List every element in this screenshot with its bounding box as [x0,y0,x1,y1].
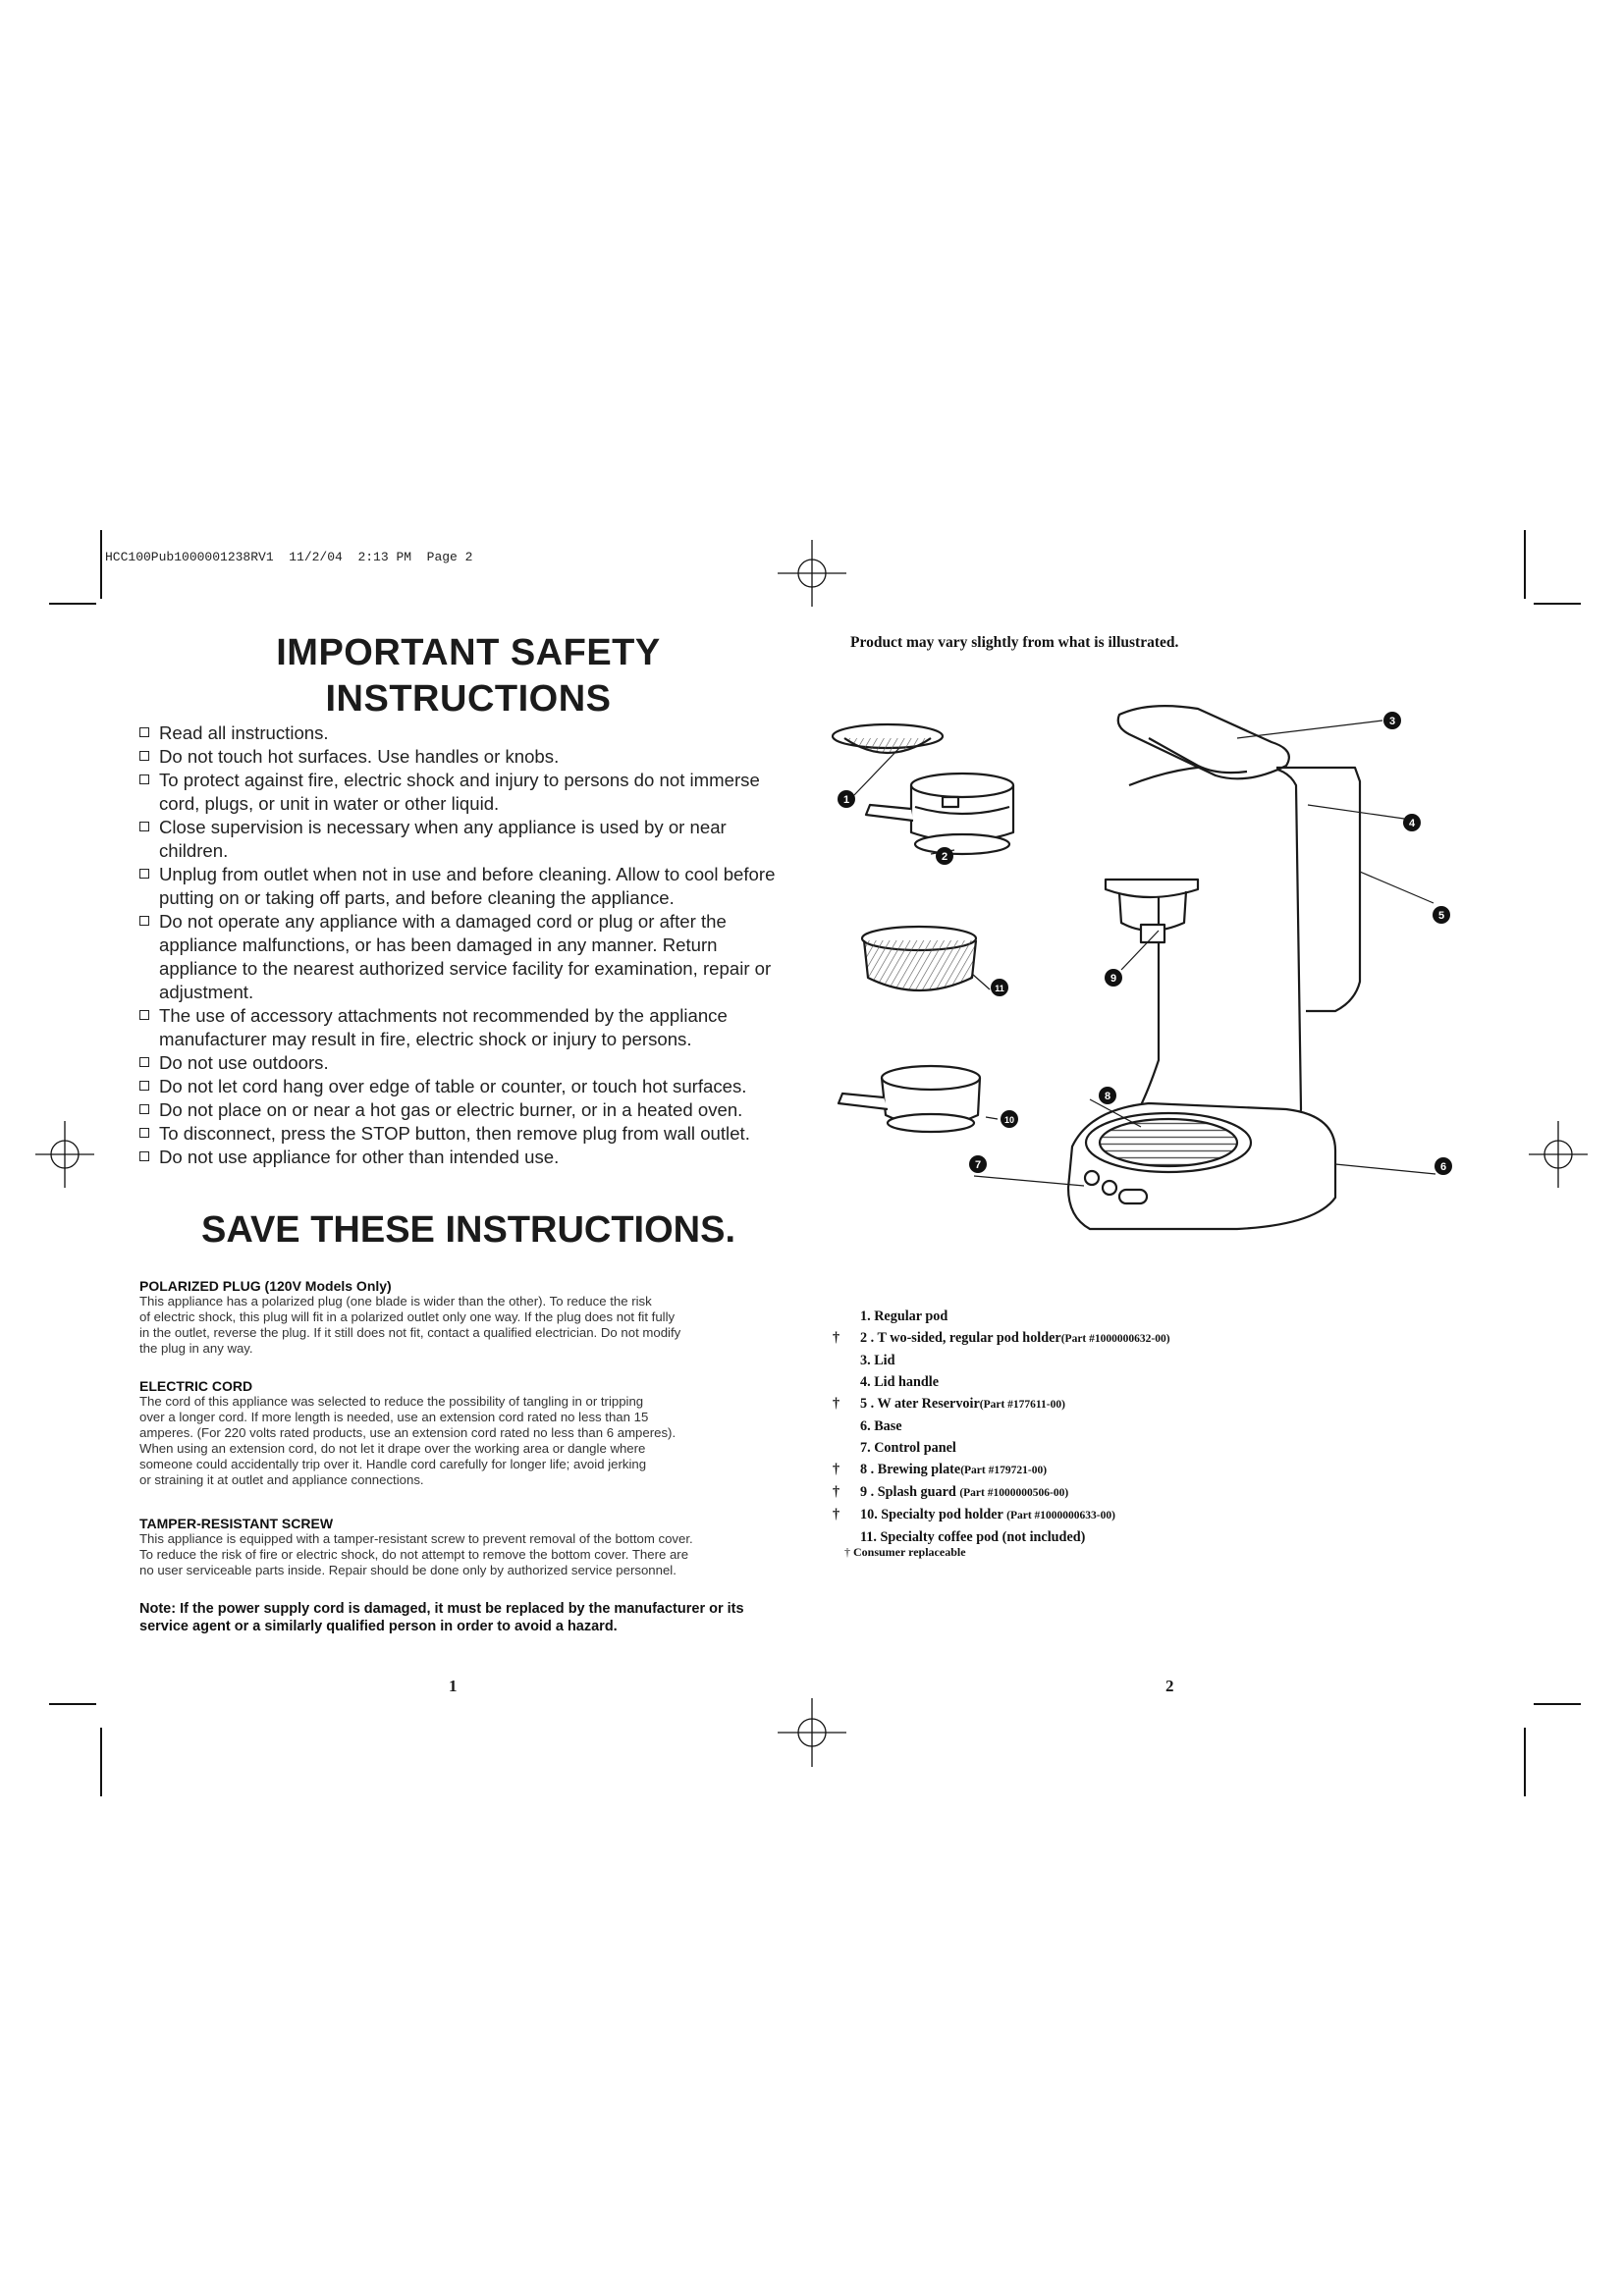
svg-text:3: 3 [1388,716,1396,727]
safety-title-line1: IMPORTANT SAFETY [276,632,661,673]
checkbox-icon [139,1104,149,1114]
coffee-maker-body-drawing [1068,706,1360,1229]
safety-item: Do not operate any appliance with a damaged cord or plug or after the appliance malfunctions, or has been damaged in any manner. Return appliance to the nearest authorized service facility for examination, repair or adjustment. [139,910,797,1004]
checkbox-icon [139,751,149,761]
part-item: 6. Base [860,1418,902,1434]
safety-item: Do not let cord hang over edge of table or counter, or touch hot surfaces. [139,1075,797,1098]
safety-item: Do not place on or near a hot gas or electric burner, or in a heated oven. [139,1098,797,1122]
callout-5 [1433,906,1450,924]
printer-slug: HCC100Pub1000001238RV1 11/2/04 2:13 PM Page 2 [105,550,473,564]
safety-item: To protect against fire, electric shock and injury to persons do not immerse cord, plugs, or unit in water or other liquid. [139,769,797,816]
product-vary-note: Product may vary slightly from what is illustrated. [850,634,1179,651]
part-item: † 8 . Brewing plate(Part #179721-00) [833,1462,1048,1477]
save-instructions-heading: SAVE THESE INSTRUCTIONS. [200,1209,736,1251]
page-number-right: 2 [1165,1677,1174,1695]
part-item: 7. Control panel [860,1440,956,1456]
polarized-plug-text: This appliance has a polarized plug (one blade is wider than the other). To reduce the risk of electric shock, this plug will fit in a polarized outlet only one way. If the plug does not fit fully in the outlet, reverse the plug. If it still does not fit, contact a qualified electrician. Do not modify the plug in any way. [139,1294,681,1356]
callout-6 [1435,1157,1452,1175]
svg-text:11: 11 [995,984,1004,993]
tamper-screw-heading: TAMPER-RESISTANT SCREW [139,1516,334,1531]
callout-2 [936,847,953,865]
polarized-plug-section [139,1278,807,1357]
svg-text:2: 2 [941,851,948,863]
polarized-plug-heading: POLARIZED PLUG (120V Models Only) [139,1278,392,1294]
safety-item: Do not use appliance for other than intended use. [139,1146,797,1169]
part-item: † 2 . T wo-sided, regular pod holder(Part #1000000632-00) [833,1330,1170,1346]
coffee-maker-illustration [825,687,1512,1276]
registration-mark-left [35,1121,94,1188]
part-item: † 9 . Splash guard (Part #1000000506-00) [833,1484,1069,1500]
electric-cord-text: The cord of this appliance was selected to reduce the possibility of tangling in or tripping over a longer cord. If more length is needed, use an extension cord rated no less than 15 amperes. (For 220 volts rated products, use an extension cord rated no less than 6 amperes). When using an extension cord, do not let it drape over the working area or dangle where someone could accidentally trip over it. Handle cord carefully for longer life; avoid jerking or straining it at outlet and appliance connections. [139,1394,677,1487]
callout-9 [1105,969,1122,987]
regular-pod-drawing [833,724,943,753]
electric-cord-heading: ELECTRIC CORD [139,1378,253,1394]
checkbox-icon [139,1128,149,1138]
svg-text:1: 1 [842,794,850,806]
checkbox-icon [139,822,149,831]
svg-text:9: 9 [1110,973,1117,985]
checkbox-icon [139,1151,149,1161]
safety-item: Close supervision is necessary when any appliance is used by or near children. [139,816,797,863]
safety-item: Read all instructions. [139,721,797,745]
registration-mark-top [778,540,846,607]
page-number-left: 1 [449,1677,458,1695]
regular-pod-holder-drawing [866,774,1013,854]
safety-list [139,721,797,1169]
safety-item: The use of accessory attachments not recommended by the appliance manufacturer may result in fire, electric shock or injury to persons. [139,1004,797,1051]
callout-11 [991,979,1008,996]
checkbox-icon [139,1081,149,1091]
checkbox-icon [139,774,149,784]
svg-text:4: 4 [1408,818,1416,829]
registration-mark-bottom [778,1698,846,1767]
callout-7 [969,1155,987,1173]
svg-text:10: 10 [1003,1115,1015,1125]
part-item: 3. Lid [860,1353,895,1368]
callout-3 [1383,712,1401,729]
safety-item: Do not use outdoors. [139,1051,797,1075]
consumer-replaceable-note: † Consumer replaceable [844,1545,966,1559]
part-item: † 5 . W ater Reservoir(Part #177611-00) [833,1396,1065,1412]
part-item: 1. Regular pod [860,1308,948,1324]
callout-10 [1001,1110,1018,1128]
safety-item: To disconnect, press the STOP button, then remove plug from wall outlet. [139,1122,797,1146]
checkbox-icon [139,1010,149,1020]
safety-title [139,630,797,722]
callout-1 [838,790,855,808]
part-item: 11. Specialty coffee pod (not included) [860,1529,1086,1545]
callout-4 [1403,814,1421,831]
safety-title-line2: INSTRUCTIONS [325,678,612,720]
safety-item: Unplug from outlet when not in use and before cleaning. Allow to cool before putting on or taking off parts, and before cleaning the appliance. [139,863,797,910]
specialty-pod-holder-drawing [839,1066,980,1132]
svg-text:6: 6 [1439,1161,1447,1173]
svg-text:8: 8 [1104,1091,1111,1102]
safety-item: Do not touch hot surfaces. Use handles or knobs. [139,745,797,769]
power-cord-note: Note: If the power supply cord is damaged, it must be replaced by the manufacturer or its service agent or a similarly qualified person in order to avoid a hazard. [139,1601,744,1634]
part-item: † 10. Specialty pod holder (Part #1000000633-00) [833,1507,1115,1522]
tamper-screw-text: This appliance is equipped with a tamper-resistant screw to prevent removal of the bottom cover. To reduce the risk of fire or electric shock, do not attempt to remove the bottom cover. There are no user serviceable parts inside. Repair should be done only by authorized service personnel. [139,1531,693,1577]
part-item: 4. Lid handle [860,1374,940,1390]
parts-list [833,1306,1170,1548]
checkbox-icon [139,727,149,737]
checkbox-icon [139,1057,149,1067]
registration-mark-right [1529,1121,1588,1188]
electric-cord-section [139,1378,807,1488]
tamper-screw-section [139,1516,807,1578]
checkbox-icon [139,869,149,879]
svg-text:7: 7 [974,1159,982,1171]
callout-8 [1099,1087,1116,1104]
checkbox-icon [139,916,149,926]
svg-text:5: 5 [1437,910,1445,922]
specialty-coffee-pod-drawing [862,927,976,990]
